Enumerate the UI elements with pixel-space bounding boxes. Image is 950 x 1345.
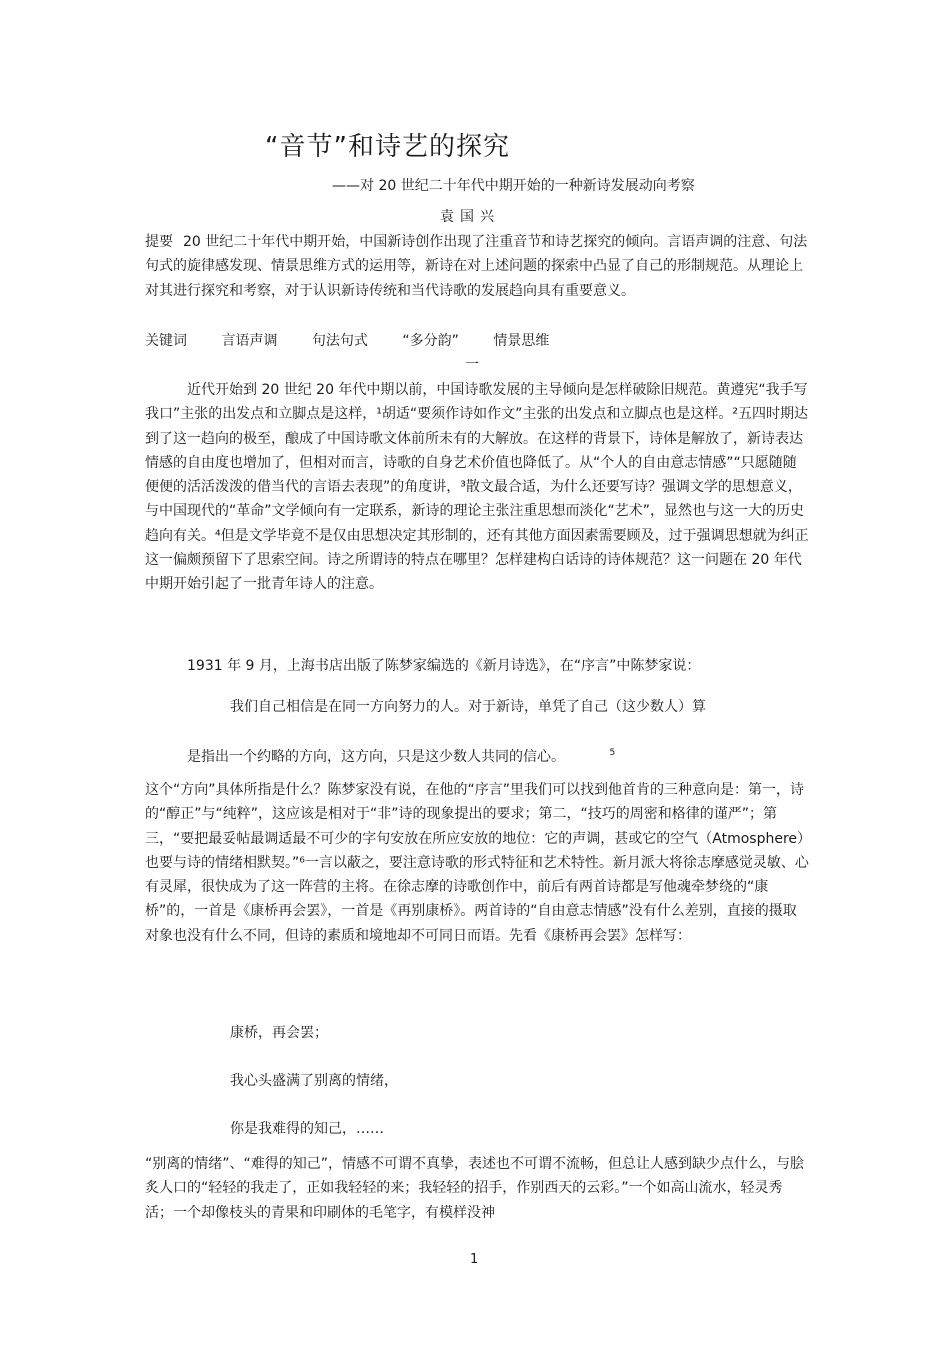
body-paragraph-2	[145, 654, 810, 678]
article-subtitle: ——对 20 世纪二十年代中期开始的一种新诗发展动向考察	[332, 178, 695, 194]
section-number: 一	[465, 357, 479, 373]
poem-line-1: 康桥，再会罢；	[230, 1025, 328, 1041]
article-author: 袁国兴	[440, 209, 500, 225]
footnote-mark: 5	[609, 748, 616, 759]
keyword-item: 言语声调	[221, 333, 278, 349]
quote-line-2	[187, 746, 615, 766]
body-paragraph-4	[145, 1152, 810, 1225]
poem-line-3: 你是我难得的知己，……	[230, 1121, 384, 1137]
keyword-item: “多分韵”	[402, 333, 459, 349]
paragraph-text: 近代开始到 20 世纪 20 年代中期以前，中国诗歌发展的主导倾向是怎样破除旧规范。黄遵宪“我手写我口”主张的出发点和立脚点是这样，¹胡适“要须作诗如作文”主张的出发点和立脚点也是这样。²五四时期达到了这一趋向的极至，酿成了中国诗歌文体前所未有的大解放。在这样的背景下，诗体是解放了，新诗表达情感的自由度也增加了，但相对而言，诗歌的自身艺术价值也降低了。从“个人的自由意志情感”“只愿随随便便的活活泼泼的借当代的言语去表现”的角度讲，³散文最合适，为什么还要写诗？强调文学的思想意义，与中国现代的“革命”文学倾向有一定联系，新诗的理论主张注重思想而淡化“艺术”，显然也与这一大的历史趋向有关。⁴但是文学毕竟不是仅由思想决定其形制的，还有其他方面因素需要顾及，过于强调思想就为纠正这一偏颇预留下了思索空间。诗之所谓诗的特点在哪里？怎样建构白话诗的诗体规范？这一问题在 20 年代中期开始引起了一批青年诗人的注意。	[145, 382, 809, 593]
body-paragraph-1	[145, 378, 810, 597]
page-number: 1	[470, 1252, 479, 1267]
quote-line-1: 我们自己相信是在同一方向努力的人。对于新诗，单凭了自己（这少数人）算	[230, 699, 706, 715]
quote-text: 是指出一个约略的方向，这方向，只是这少数人共同的信心。	[187, 749, 565, 765]
paragraph-text: 这个“方向”具体所指是什么？陈梦家没有说，在他的“序言”里我们可以找到他首肯的三种意向是：第一，诗的“醇正”与“纯粹”，这应该是相对于“非”诗的现象提出的要求；第二，“技巧的周密和格律的谨严”；第三，“要把最妥帖最调适最不可少的字句安放在所应安放的地位：它的声调，甚或它的空气（Atmosphere）也要与诗的情绪相默契。”⁶一言以蔽之，要注意诗歌的形式特征和艺术特性。新月派大将徐志摩感觉灵敏、心有灵犀，很快成为了这一阵营的主将。在徐志摩的诗歌创作中，前后有两首诗都是写他魂牵梦绕的“康桥”的，一首是《康桥再会罢》，一首是《再别康桥》。两首诗的“自由意志情感”没有什么差别，直接的摄取对象也没有什么不同，但诗的素质和境地却不可同日而语。先看《康桥再会罢》怎样写：	[145, 782, 809, 944]
keywords	[145, 330, 579, 350]
article-title: “音节”和诗艺的探究	[265, 132, 510, 162]
paragraph-text: “别离的情绪”、“难得的知己”，情感不可谓不真挚，表述也不可谓不流畅，但总让人感到缺少点什么，与脍炙人口的“轻轻的我走了，正如我轻轻的来；我轻轻的招手，作别西天的云彩。”一个如高山流水，轻灵秀活；一个却像枝头的青果和印刷体的毛笔字，有模样没神	[145, 1156, 805, 1221]
paragraph-text: 1931 年 9 月，上海书店出版了陈梦家编选的《新月诗选》，在“序言”中陈梦家说：	[187, 658, 701, 674]
keywords-label: 关键词	[145, 333, 187, 349]
keyword-item: 句法句式	[311, 333, 368, 349]
keyword-item: 情景思维	[493, 333, 550, 349]
body-paragraph-3	[145, 778, 810, 948]
poem-line-2: 我心头盛满了别离的情绪，	[230, 1073, 398, 1089]
abstract	[145, 230, 810, 303]
abstract-text: 20 世纪二十年代中期开始，中国新诗创作出现了注重音节和诗艺探究的倾向。言语声调的注意、句法句式的旋律感发现、情景思维方式的运用等，新诗在对上述问题的探索中凸显了自己的形制规范。从理论上对其进行探究和考察，对于认识新诗传统和当代诗歌的发展趋向具有重要意义。	[145, 234, 808, 299]
abstract-label: 提要	[145, 234, 173, 250]
